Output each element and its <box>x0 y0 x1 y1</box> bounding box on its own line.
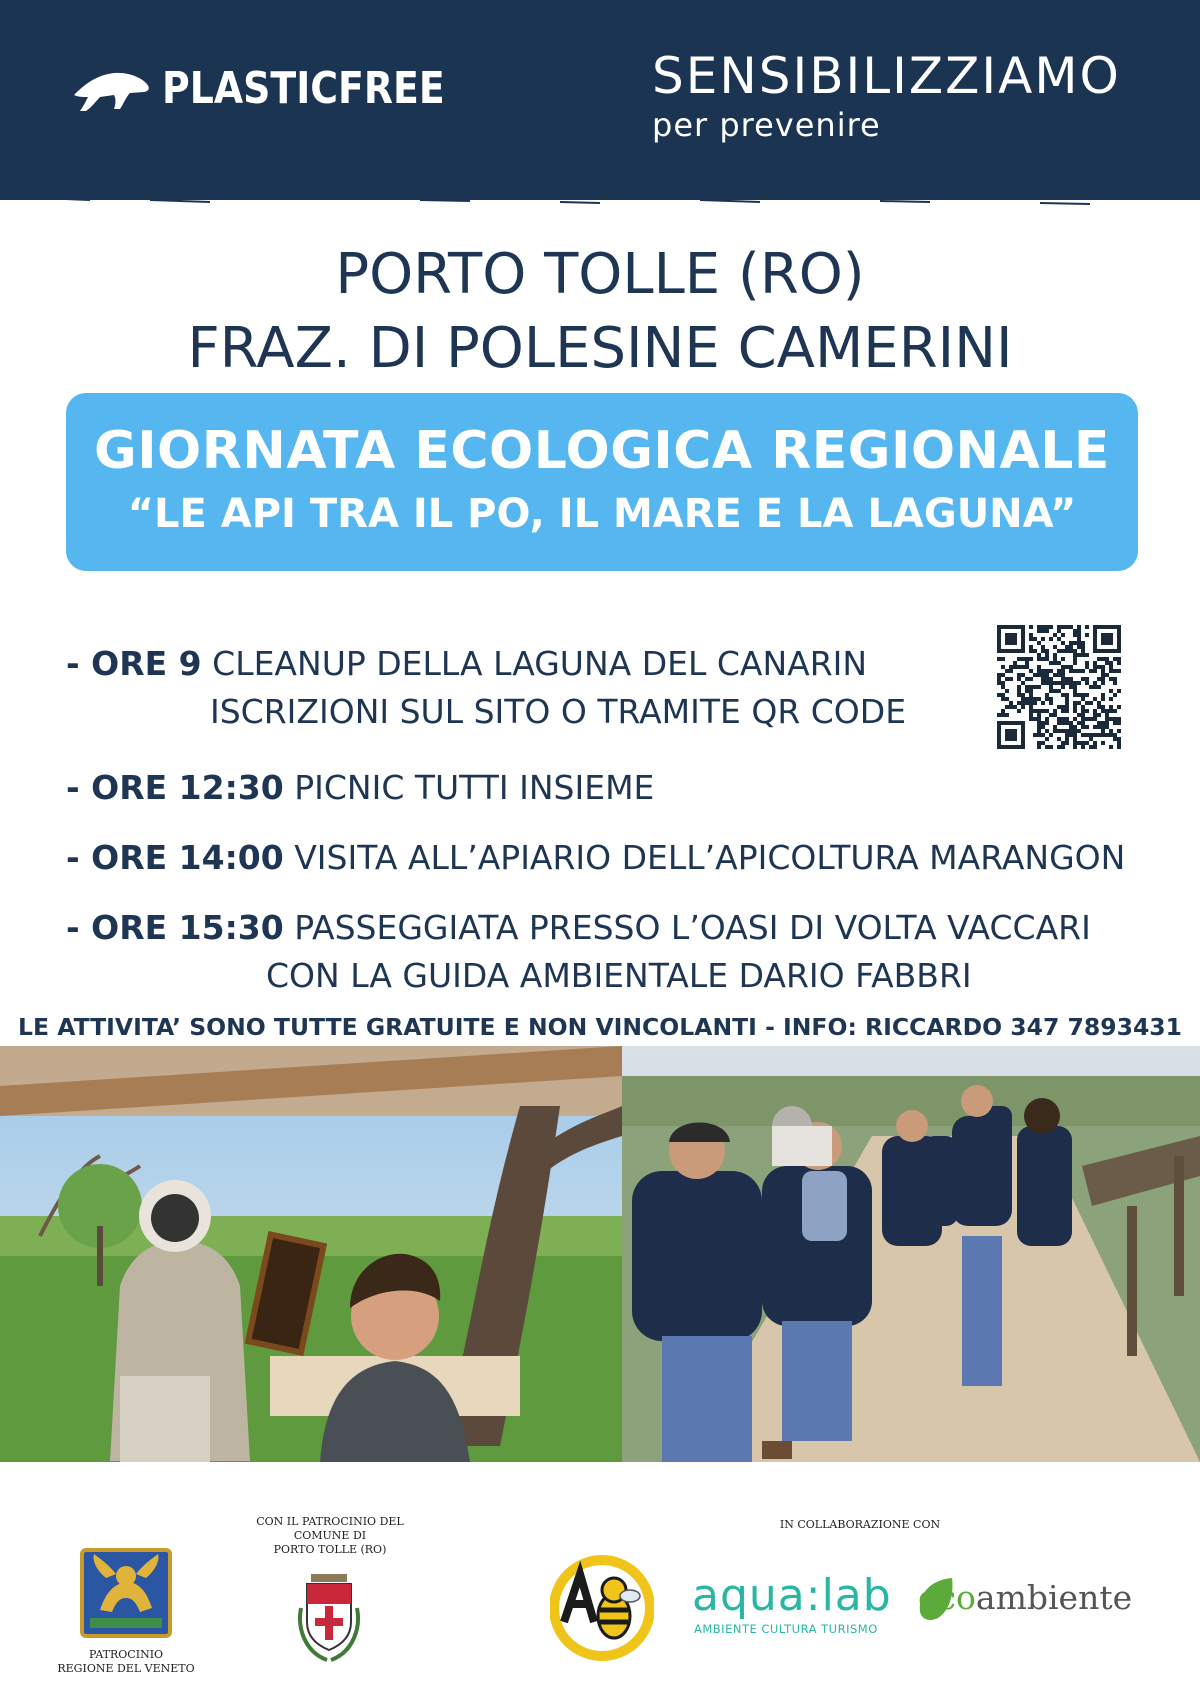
event-subtitle: “LE API TRA IL PO, IL MARE E LA LAGUNA” <box>127 491 1077 537</box>
comune-line-3: PORTO TOLLE (RO) <box>273 1543 387 1556</box>
schedule-time: - ORE 14:00 <box>66 838 284 877</box>
schedule-item <box>66 768 654 807</box>
bee-association-logo <box>550 1552 654 1664</box>
slogan <box>652 48 1121 144</box>
schedule-item <box>66 908 1091 995</box>
ecoambiente-rest: ambiente <box>975 1578 1133 1617</box>
event-banner <box>66 393 1138 571</box>
schedule-text: VISITA ALL’APIARIO DELL’APICOLTURA MARANGON <box>294 838 1126 877</box>
schedule-time: - ORE 15:30 <box>66 908 284 947</box>
schedule-item <box>66 838 1125 877</box>
slogan-sub: per prevenire <box>652 106 881 144</box>
veneto-caption-line-2: REGIONE DEL VENETO <box>57 1662 195 1675</box>
turtle-icon <box>70 61 152 115</box>
schedule-item <box>66 644 907 731</box>
nature-walk-photo <box>622 1046 1200 1462</box>
schedule-text-continued: ISCRIZIONI SUL SITO O TRAMITE QR CODE <box>210 692 907 731</box>
slogan-main: SENSIBILIZZIAMO <box>652 47 1121 105</box>
ecoambiente-logo <box>918 1578 1132 1617</box>
regione-veneto-logo <box>80 1548 172 1638</box>
info-line: LE ATTIVITA’ SONO TUTTE GRATUITE E NON VINCOLANTI - INFO: RICCARDO 347 7893431 <box>18 1013 1182 1041</box>
comune-crest-logo <box>293 1568 365 1664</box>
brand-name: PLASTICFREE <box>162 62 445 114</box>
veneto-caption-line-1: PATROCINIO <box>88 1648 164 1661</box>
schedule-text: PASSEGGIATA PRESSO L’OASI DI VOLTA VACCARI <box>294 908 1091 947</box>
schedule-text: CLEANUP DELLA LAGUNA DEL CANARIN <box>212 644 868 683</box>
aqualab-tagline: AMBIENTE CULTURA TURISMO <box>694 1622 878 1636</box>
schedule-time: - ORE 9 <box>66 644 202 683</box>
schedule-text: PICNIC TUTTI INSIEME <box>294 768 655 807</box>
comune-patronage <box>240 1515 420 1557</box>
collab-label: IN COLLABORAZIONE CON <box>779 1518 941 1531</box>
veneto-caption <box>56 1648 196 1676</box>
qr-code[interactable] <box>993 621 1125 753</box>
location-line-1: PORTO TOLLE (RO) <box>335 242 865 307</box>
event-title: GIORNATA ECOLOGICA REGIONALE <box>94 421 1110 481</box>
plasticfree-logo <box>70 58 491 118</box>
schedule-time: - ORE 12:30 <box>66 768 284 807</box>
ecoambiente-prefix: eco <box>918 1578 976 1617</box>
comune-line-1: CON IL PATROCINIO DEL <box>256 1515 404 1528</box>
brush-edge <box>0 170 1200 215</box>
comune-line-2: COMUNE DI <box>293 1529 367 1542</box>
location-heading <box>0 238 1200 386</box>
location-line-2: FRAZ. DI POLESINE CAMERINI <box>187 316 1013 381</box>
beekeeper-photo <box>0 1046 622 1462</box>
schedule-text-continued: CON LA GUIDA AMBIENTALE DARIO FABBRI <box>266 956 972 995</box>
aqualab-logo: aqua:lab <box>692 1570 892 1621</box>
